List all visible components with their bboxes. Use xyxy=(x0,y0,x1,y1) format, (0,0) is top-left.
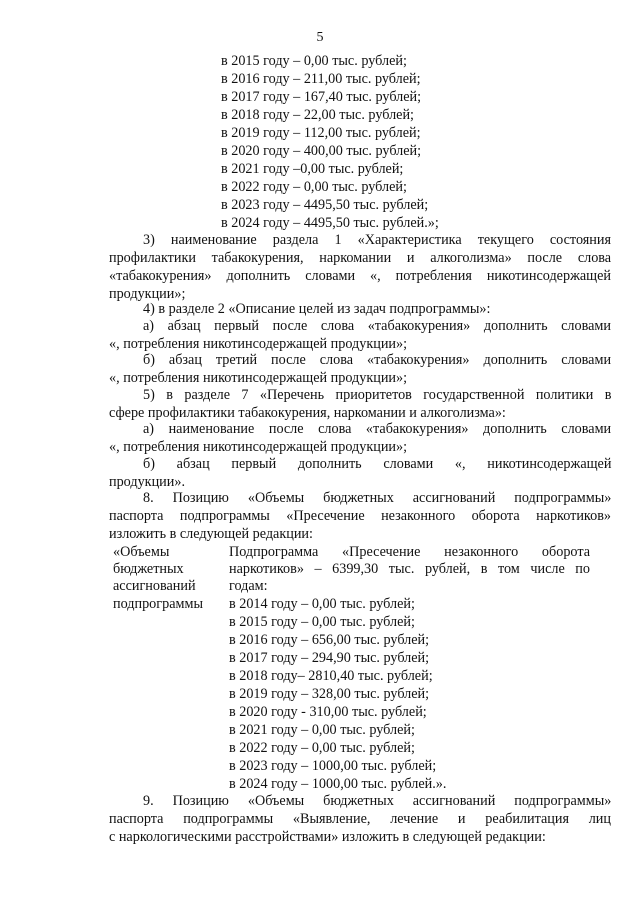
paragraph-line: паспорта подпрограммы «Пресечение незаконного оборота наркотиков» xyxy=(109,508,611,524)
list-item: в 2021 году – 0,00 тыс. рублей; xyxy=(229,722,415,738)
list-item: в 2021 году –0,00 тыс. рублей; xyxy=(221,161,404,177)
paragraph-line: «, потребления никотинсодержащей продукции»; xyxy=(109,336,408,352)
list-item: в 2019 году – 328,00 тыс. рублей; xyxy=(229,686,430,702)
paragraph-line: паспорта подпрограммы «Выявление, лечение и реабилитация лиц xyxy=(109,811,611,827)
list-item: в 2022 году – 0,00 тыс. рублей; xyxy=(221,179,407,195)
list-item: в 2014 году – 0,00 тыс. рублей; xyxy=(229,596,415,612)
table-cell-text: годам: xyxy=(229,578,268,594)
paragraph-line: 9. Позицию «Объемы бюджетных ассигнований подпрограммы» xyxy=(143,793,612,809)
list-item: в 2019 году – 112,00 тыс. рублей; xyxy=(221,125,421,141)
list-item: в 2017 году – 294,90 тыс. рублей; xyxy=(229,650,430,666)
paragraph-line: 8. Позицию «Объемы бюджетных ассигнований подпрограммы» xyxy=(143,490,612,506)
table-cell-label: «Объемы xyxy=(113,544,170,560)
table-cell-label: ассигнований xyxy=(113,578,196,594)
paragraph-line: «, потребления никотинсодержащей продукции»; xyxy=(109,370,408,386)
paragraph-line: профилактики табакокурения, наркомании и алкоголизма» после слова xyxy=(109,250,612,266)
table-cell-text: Подпрограмма «Пресечение незаконного оборота xyxy=(229,544,590,560)
paragraph-line: 3) наименование раздела 1 «Характеристика текущего состояния xyxy=(143,232,611,248)
list-item: в 2022 году – 0,00 тыс. рублей; xyxy=(229,740,415,756)
paragraph-line: продукции»; xyxy=(109,286,186,302)
paragraph-line: с наркологическими расстройствами» изложить в следующей редакции: xyxy=(109,829,546,845)
paragraph-line: продукции». xyxy=(109,474,185,490)
list-item: в 2020 году - 310,00 тыс. рублей; xyxy=(229,704,427,720)
paragraph-line: б) абзац первый дополнить словами «, никотинсодержащей xyxy=(143,456,612,472)
list-item: в 2018 году – 22,00 тыс. рублей; xyxy=(221,107,414,123)
list-item: в 2015 году – 0,00 тыс. рублей; xyxy=(221,53,407,69)
paragraph-line: изложить в следующей редакции: xyxy=(109,526,313,542)
list-item: в 2017 году – 167,40 тыс. рублей; xyxy=(221,89,422,105)
list-item: в 2018 году– 2810,40 тыс. рублей; xyxy=(229,668,433,684)
list-item: в 2015 году – 0,00 тыс. рублей; xyxy=(229,614,415,630)
paragraph-line: а) абзац первый после слова «табакокурения» дополнить словами xyxy=(143,318,611,334)
table-cell-label: подпрограммы xyxy=(113,596,203,612)
paragraph-line: 5) в разделе 7 «Перечень приоритетов государственной политики в xyxy=(143,387,612,403)
list-item: в 2016 году – 656,00 тыс. рублей; xyxy=(229,632,430,648)
paragraph-line: «табакокурения» дополнить словами «, потребления никотинсодержащей xyxy=(109,268,611,284)
paragraph-line: сфере профилактики табакокурения, наркомании и алкоголизма»: xyxy=(109,405,506,421)
list-item: в 2020 году – 400,00 тыс. рублей; xyxy=(221,143,422,159)
paragraph-line: а) наименование после слова «табакокурения» дополнить словами xyxy=(143,421,612,437)
table-cell-text: наркотиков» – 6399,30 тыс. рублей, в том числе по xyxy=(229,561,590,577)
list-item: в 2024 году – 1000,00 тыс. рублей.». xyxy=(229,776,447,792)
paragraph-line: б) абзац третий после слова «табакокурения» дополнить словами xyxy=(143,352,612,368)
paragraph-line: «, потребления никотинсодержащей продукции»; xyxy=(109,439,408,455)
paragraph-4: 4) в разделе 2 «Описание целей из задач подпрограммы»: xyxy=(143,301,491,317)
list-item: в 2016 году – 211,00 тыс. рублей; xyxy=(221,71,421,87)
list-item: в 2023 году – 4495,50 тыс. рублей; xyxy=(221,197,429,213)
list-item: в 2023 году – 1000,00 тыс. рублей; xyxy=(229,758,437,774)
list-item: в 2024 году – 4495,50 тыс. рублей.»; xyxy=(221,215,439,231)
page-number: 5 xyxy=(316,30,324,45)
table-cell-label: бюджетных xyxy=(113,561,184,577)
